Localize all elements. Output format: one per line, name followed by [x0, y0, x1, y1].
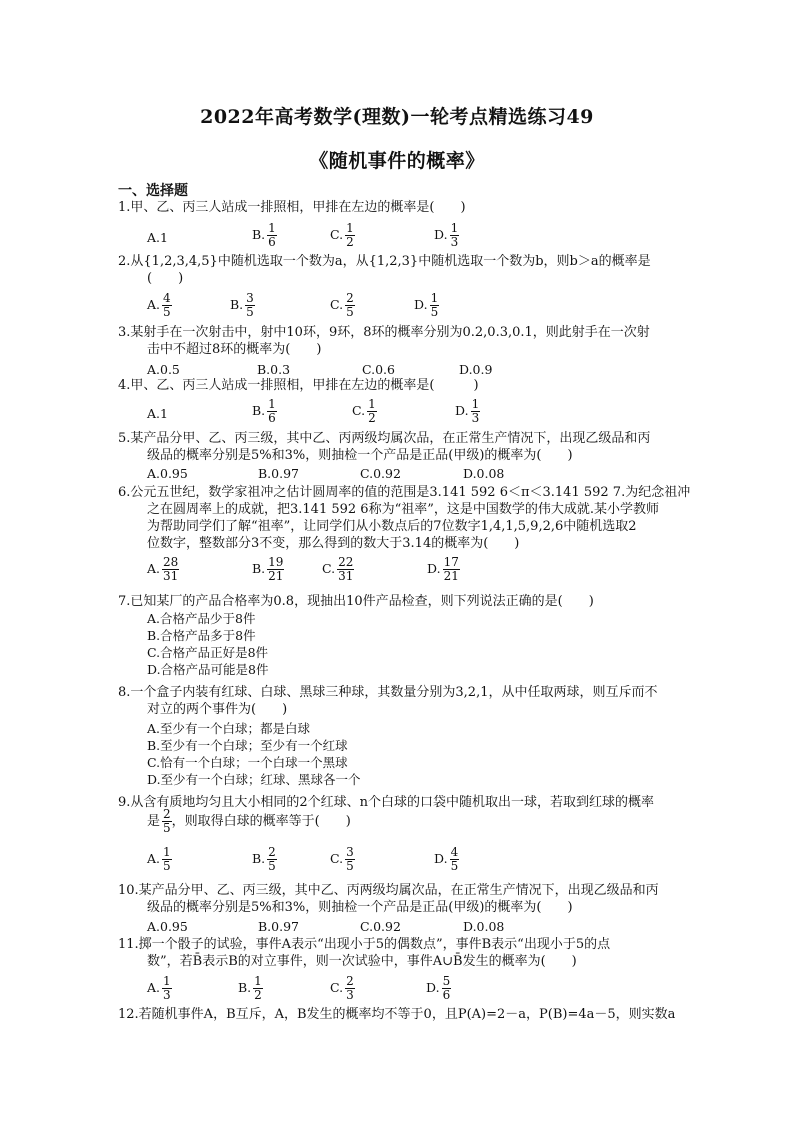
option-d: D.0.9 — [459, 362, 493, 377]
option-b: B. $\frac{19}{21}$ — [252, 555, 284, 583]
option-a: A. $\frac{1}{5}$ — [147, 845, 171, 873]
option-c: C.0.6 — [362, 362, 395, 377]
question-8: 8.一个盒子内装有红球、白球、黑球三种球，其数量分别为3,2,1，从中任取两球，则互斥而不 — [118, 685, 658, 700]
option-a: A. $\frac{4}{5}$ — [147, 291, 171, 319]
option-b: B.0.97 — [258, 466, 299, 481]
option-c: C.0.92 — [360, 919, 401, 934]
option-c: C. $\frac{3}{5}$ — [330, 845, 354, 873]
option-c: C.恰有一个白球；一个白球一个黑球 — [147, 755, 348, 770]
option-a: A.0.95 — [147, 466, 188, 481]
option-b: B.至少有一个白球；至少有一个红球 — [147, 738, 348, 753]
option-a: A.0.95 — [147, 919, 188, 934]
option-d: D. $\frac{1}{5}$ — [414, 291, 439, 319]
question-3-cont: 击中不超过8环的概率为( ) — [147, 342, 322, 357]
option-d: D. $\frac{1}{3}$ — [455, 397, 480, 425]
option-b: B. $\frac{1}{6}$ — [252, 221, 276, 249]
option-d: D. $\frac{17}{21}$ — [427, 555, 459, 583]
option-b: B. $\frac{1}{6}$ — [252, 397, 276, 425]
option-d: D.0.08 — [463, 919, 505, 934]
option-a: A.1 — [147, 406, 168, 421]
option-d: D.至少有一个白球；红球、黑球各一个 — [147, 772, 361, 787]
question-6: 6.公元五世纪，数学家祖冲之估计圆周率的值的范围是3.141 592 6＜π＜3.141 592 7.为纪念祖冲 — [118, 485, 691, 500]
option-d: D. $\frac{1}{3}$ — [434, 221, 459, 249]
question-2: 2.从{1,2,3,4,5}中随机选取一个数为a，从{1,2,3}中随机选取一个数为b，则b＞a的概率是 — [118, 254, 651, 269]
option-a: A.至少有一个白球；都是白球 — [147, 721, 311, 736]
question-9: 9.从含有质地均匀且大小相同的2个红球、n个白球的口袋中随机取出一球，若取到红球的概率 — [118, 795, 655, 810]
question-11-cont: 数”，若B̄表示B的对立事件，则一次试验中，事件A∪B̄发生的概率为( ) — [147, 954, 577, 969]
option-b: B. $\frac{2}{5}$ — [252, 845, 276, 873]
option-b: B. $\frac{1}{2}$ — [238, 974, 262, 1002]
option-c: C. $\frac{2}{3}$ — [330, 974, 354, 1002]
question-4: 4.甲、乙、丙三人站成一排照相，甲排在左边的概率是( ) — [118, 378, 479, 393]
question-10: 10.某产品分甲、乙、丙三级，其中乙、丙两级均属次品，在正常生产情况下，出现乙级品和丙 — [118, 883, 659, 898]
option-c: C.合格产品正好是8件 — [147, 645, 269, 660]
question-5: 5.某产品分甲、乙、丙三级，其中乙、丙两级均属次品，在正常生产情况下，出现乙级品和丙 — [118, 431, 651, 446]
option-a: A.0.5 — [147, 362, 180, 377]
question-6-cont: 之在圆周率上的成就，把3.141 592 6称为“祖率”，这是中国数学的伟大成就.某小学教师 — [147, 502, 659, 517]
option-d: D.合格产品可能是8件 — [147, 662, 269, 677]
option-c: C. $\frac{22}{31}$ — [322, 555, 354, 583]
option-d: D.0.08 — [463, 466, 505, 481]
option-a: A. $\frac{1}{3}$ — [147, 974, 171, 1002]
option-c: C. $\frac{1}{2}$ — [352, 397, 376, 425]
question-11: 11.掷一个骰子的试验，事件A表示“出现小于5的偶数点”，事件B表示“出现小于5的点 — [118, 937, 611, 952]
option-b: B. $\frac{3}{5}$ — [230, 291, 254, 319]
option-d: D. $\frac{5}{6}$ — [426, 974, 451, 1002]
question-6-cont: 位数字，整数部分3不变，那么得到的数大于3.14的概率为( ) — [147, 536, 520, 551]
question-10-cont: 级品的概率分别是5%和3%，则抽检一个产品是正品(甲级)的概率为( ) — [147, 900, 573, 915]
option-b: B.0.3 — [257, 362, 291, 377]
option-c: C. $\frac{1}{2}$ — [330, 221, 354, 249]
question-6-cont: 为帮助同学们了解“祖率”，让同学们从小数点后的7位数字1,4,1,5,9,2,6中随机选取2 — [147, 519, 637, 534]
option-b: B.0.97 — [258, 919, 299, 934]
option-b: B.合格产品多于8件 — [147, 628, 256, 643]
option-c: C.0.92 — [360, 466, 401, 481]
question-8-cont: 对立的两个事件为( ) — [147, 702, 288, 717]
question-3: 3.某射手在一次射击中，射中10环，9环，8环的概率分别为0.2,0.3,0.1，则此射手在一次射 — [118, 325, 650, 340]
question-5-cont: 级品的概率分别是5%和3%，则抽检一个产品是正品(甲级)的概率为( ) — [147, 448, 573, 463]
document-title: 2022年高考数学(理数)一轮考点精选练习49 — [200, 106, 594, 128]
question-1: 1.甲、乙、丙三人站成一排照相，甲排在左边的概率是( ) — [118, 200, 466, 215]
option-a: A. $\frac{28}{31}$ — [147, 555, 179, 583]
question-9-cont: 是 $\frac{2}{5}$ ，则取得白球的概率等于( ) — [147, 807, 351, 835]
option-a: A.合格产品少于8件 — [147, 611, 256, 626]
question-12: 12.若随机事件A，B互斥，A，B发生的概率均不等于0，且P(A)=2－a，P(B)=4a－5，则实数a — [118, 1007, 676, 1022]
option-c: C. $\frac{2}{5}$ — [330, 291, 354, 319]
question-2-cont: ( ) — [147, 271, 184, 286]
section-heading: 一、选择题 — [118, 183, 188, 199]
option-a: A.1 — [147, 230, 168, 245]
document-subtitle: 《随机事件的概率》 — [309, 150, 485, 172]
question-7: 7.已知某厂的产品合格率为0.8，现抽出10件产品检查，则下列说法正确的是( ) — [118, 594, 594, 609]
option-d: D. $\frac{4}{5}$ — [434, 845, 459, 873]
